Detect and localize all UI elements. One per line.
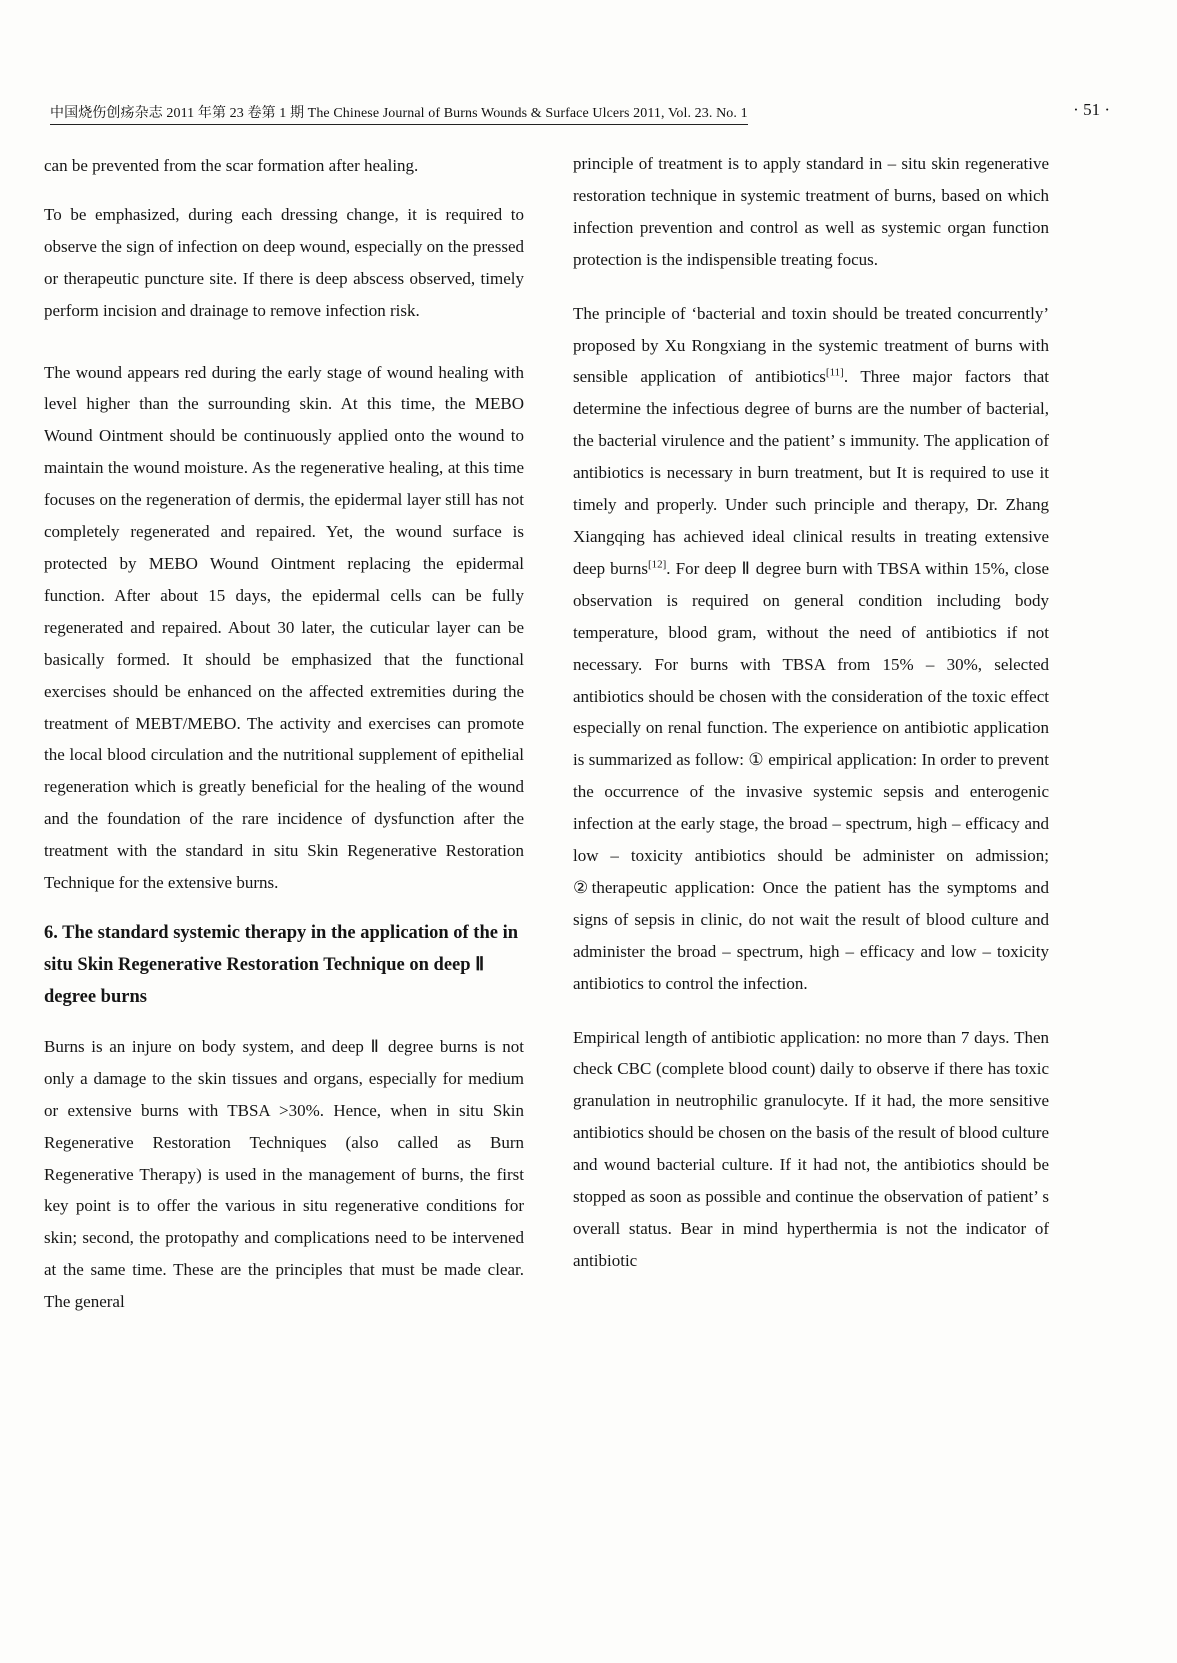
left-column bbox=[44, 150, 524, 1335]
citation-ref: [12] bbox=[647, 558, 667, 571]
paragraph: To be emphasized, during each dressing change, it is required to observe the sign of infection on deep wound, especially on the pressed or therapeutic puncture site. If there is deep abscess observed, timely perform incision and drainage to remove infection risk. bbox=[44, 204, 524, 320]
citation-ref: [11] bbox=[825, 366, 844, 379]
paragraph: The wound appears red during the early stage of wound healing with level higher than the surrounding skin. At this time, the MEBO Wound Ointment should be continuously applied onto the wound to maintain the wound moisture. As the regenerative healing, at this time focuses on the regeneration of dermis, the epidermal layer still has not completely regenerated and repaired. Yet, the wound surface is protected by MEBO Wound Ointment replacing the epidermal function. After about 15 days, the epidermal cells can be fully regenerated and repaired. About 30 later, the cuticular layer can be basically formed. It should be emphasized that the functional exercises should be enhanced on the affected extremities during the treatment of MEBT/MEBO. The activity and exercises can promote the local blood circulation and the nutritional supplement of epithelial regeneration which is greatly beneficial for the healing of the wound and the foundation of the rare incidence of dysfunction after the treatment with the standard in situ Skin Regenerative Restoration Technique for the extensive burns. bbox=[44, 362, 524, 893]
paragraph bbox=[573, 298, 1049, 1000]
paragraph-text: . For deep Ⅱ degree burn with TBSA within 15%, close observation is required on general condition including body temperature, blood gram, without the need of antibiotics if not necessary. For burns with TBSA from 15% – 30%, selected antibiotics should be chosen with the consideration of the toxic effect especially on renal function. The experience on antibiotic application is summarized as follow: ① empirical application: In order to prevent the occurrence of the invasive systemic sepsis and enterogenic infection at the early stage, the broad – spectrum, high – efficacy and low – toxicity antibiotics should be administer on admission; ②therapeutic application: Once the patient has the symptoms and signs of sepsis in clinic, do not wait the result of blood culture and administer the broad – spectrum, high – efficacy and low – toxicity antibiotics to control the infection. bbox=[573, 558, 1049, 993]
running-head: 中国烧伤创疡杂志 2011 年第 23 卷第 1 期 The Chinese Journal of Burns Wounds & Surface Ulcers 2011, Vol. 23. No. 1 bbox=[50, 102, 748, 125]
page-header bbox=[50, 100, 1110, 124]
paragraph: Empirical length of antibiotic application: no more than 7 days. Then check CBC (complete blood count) daily to observe if there has toxic granulation in neutrophilic granulocyte. If it had, the more sensitive antibiotics should be chosen on the basis of the result of blood culture and wound bacterial culture. If it had not, the antibiotics should be stopped as soon as possible and continue the observation of patient’ s overall status. Bear in mind hyperthermia is not the indicator of antibiotic bbox=[573, 1027, 1049, 1270]
section-heading: 6. The standard systemic therapy in the application of the in situ Skin Regenerative Restoration Technique on deep Ⅱ degree burns bbox=[44, 922, 519, 1007]
page-number: · 51 · bbox=[1073, 100, 1110, 119]
right-column bbox=[573, 148, 1049, 1294]
paragraph: can be prevented from the scar formation after healing. bbox=[44, 156, 419, 175]
paragraph: Burns is an injure on body system, and deep Ⅱ degree burns is not only a damage to the skin tissues and organs, especially for medium or extensive burns with TBSA >30%. Hence, when in situ Skin Regenerative Restoration Techniques (also called as Burn Regenerative Therapy) is used in the management of burns, the first key point is to offer the various in situ regenerative conditions for skin; second, the protopathy and complications need to be intervened at the same time. These are the principles that must be made clear. The general bbox=[44, 1036, 524, 1312]
paragraph-text: The principle of ‘bacterial and toxin should be treated concurrently’ proposed by Xu Rongxiang in the systemic treatment of burns with sensible application of antibiotics bbox=[573, 303, 1049, 387]
paragraph: principle of treatment is to apply standard in – situ skin regenerative restoration technique in systemic treatment of burns, based on which infection prevention and control as well as systemic organ function protection is the indispensible treating focus. bbox=[573, 154, 1049, 269]
paragraph-text: . Three major factors that determine the infectious degree of burns are the number of bacterial, the bacterial virulence and the patient’ s immunity. The application of antibiotics is necessary in burn treatment, but It is required to use it timely and properly. Under such principle and therapy, Dr. Zhang Xiangqing has achieved ideal clinical results in treating extensive deep burns bbox=[573, 367, 1049, 578]
